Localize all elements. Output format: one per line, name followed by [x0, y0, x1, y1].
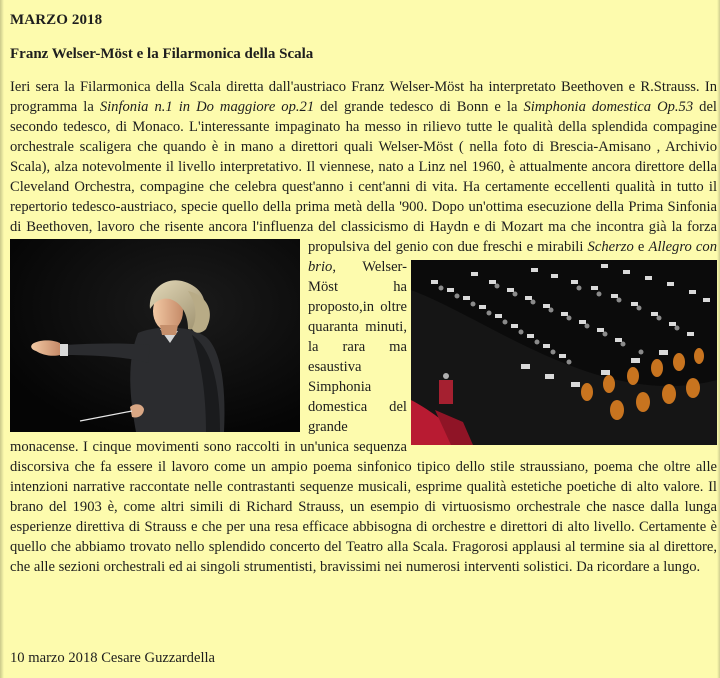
orchestra-photo — [411, 260, 717, 445]
work-title-simphonia: Simphonia domestica Op.53 — [523, 99, 694, 115]
neck — [160, 325, 178, 335]
podium — [439, 380, 453, 404]
article-byline: 10 marzo 2018 Cesare Guzzardella — [10, 650, 216, 666]
date-heading: MARZO 2018 — [10, 12, 103, 28]
page-edge-left — [0, 0, 4, 678]
article-body — [10, 77, 717, 577]
conductor-figure — [443, 373, 449, 379]
paragraph-text: e — [633, 239, 649, 255]
paragraph-text: del secondo tedesco, di Monaco. L'interessante impaginato ha messo in rilievo tutte le qualità della splendida compagine orchestrale scaligera che quando è in mano a direttori quali Welser-Möst ( nella foto di Brescia-Amisano , Archivio Scala), alza notevolmente il livello interpretativo. Il viennese, nato a Linz nel 1960, è attualmente ancora direttore della Cleveland Orchestra, compagine che celebra quest'anno i cent'anni di vita. Ha certamente eccellenti qualità in tutto il repertorio tedesco-austriaco, specie quello della prima metà della '900. Dopo un'ottima esecuzione della Prima Sinfonia di Beethoven, lavoro che risente ancora l'influenza del classicismo di Haydn e di Mozart ma che incontra già la forza propulsiva del genio con due freschi e mirabili — [10, 99, 717, 255]
paragraph-text: Scherzo — [587, 239, 634, 255]
paragraph-text: , Welser-Möst ha proposto,in oltre quaranta minuti, la rara ma esaustiva Simphonia domestica del grande monacense. I cinque movimenti sono raccolti in un'unica sequenza discorsiva che fa essere il lavoro come un ampio poema sinfonico tipico dello stile straussiano, poema che oltre alle intenzioni narrative raccontate nelle contrastanti sequenze musicali, esprime qualità estetiche poetiche di alto valore. Il brano del 1903 è, come altri simili di Richard Strauss, un esempio di virtuosismo orchestrale che nasce dalla lunga esperienze direttiva di Strauss e che per una resa efficace abbisogna di orchestre e direttori di alto livello. Certamente è quello che abbiamo trovato nello splendido concerto del Teatro alla Scala. Fragorosi applausi al termine sia al direttore, che alle sezioni orchestrali ed ai singoli strumentisti, bravissimi nei numerosi interventi solistici. Da ricordare a lungo. — [10, 259, 717, 575]
article-paragraph — [10, 77, 717, 577]
shirt-cuff — [60, 344, 68, 356]
movement-title: Allegro con brio — [308, 239, 717, 275]
work-title-sinfonia: Sinfonia n.1 in Do maggiore op.21 — [99, 99, 315, 115]
conductor-photo — [10, 239, 300, 432]
paragraph-text: Ieri sera la Filarmonica della Scala diretta dall'austriaco Franz Welser-Möst ha interpretato Beethoven e R.Strauss. In programma la — [10, 79, 717, 115]
article-title: Franz Welser-Möst e la Filarmonica della Scala — [10, 46, 314, 62]
paragraph-text: del grande tedesco di Bonn e la — [314, 99, 524, 115]
